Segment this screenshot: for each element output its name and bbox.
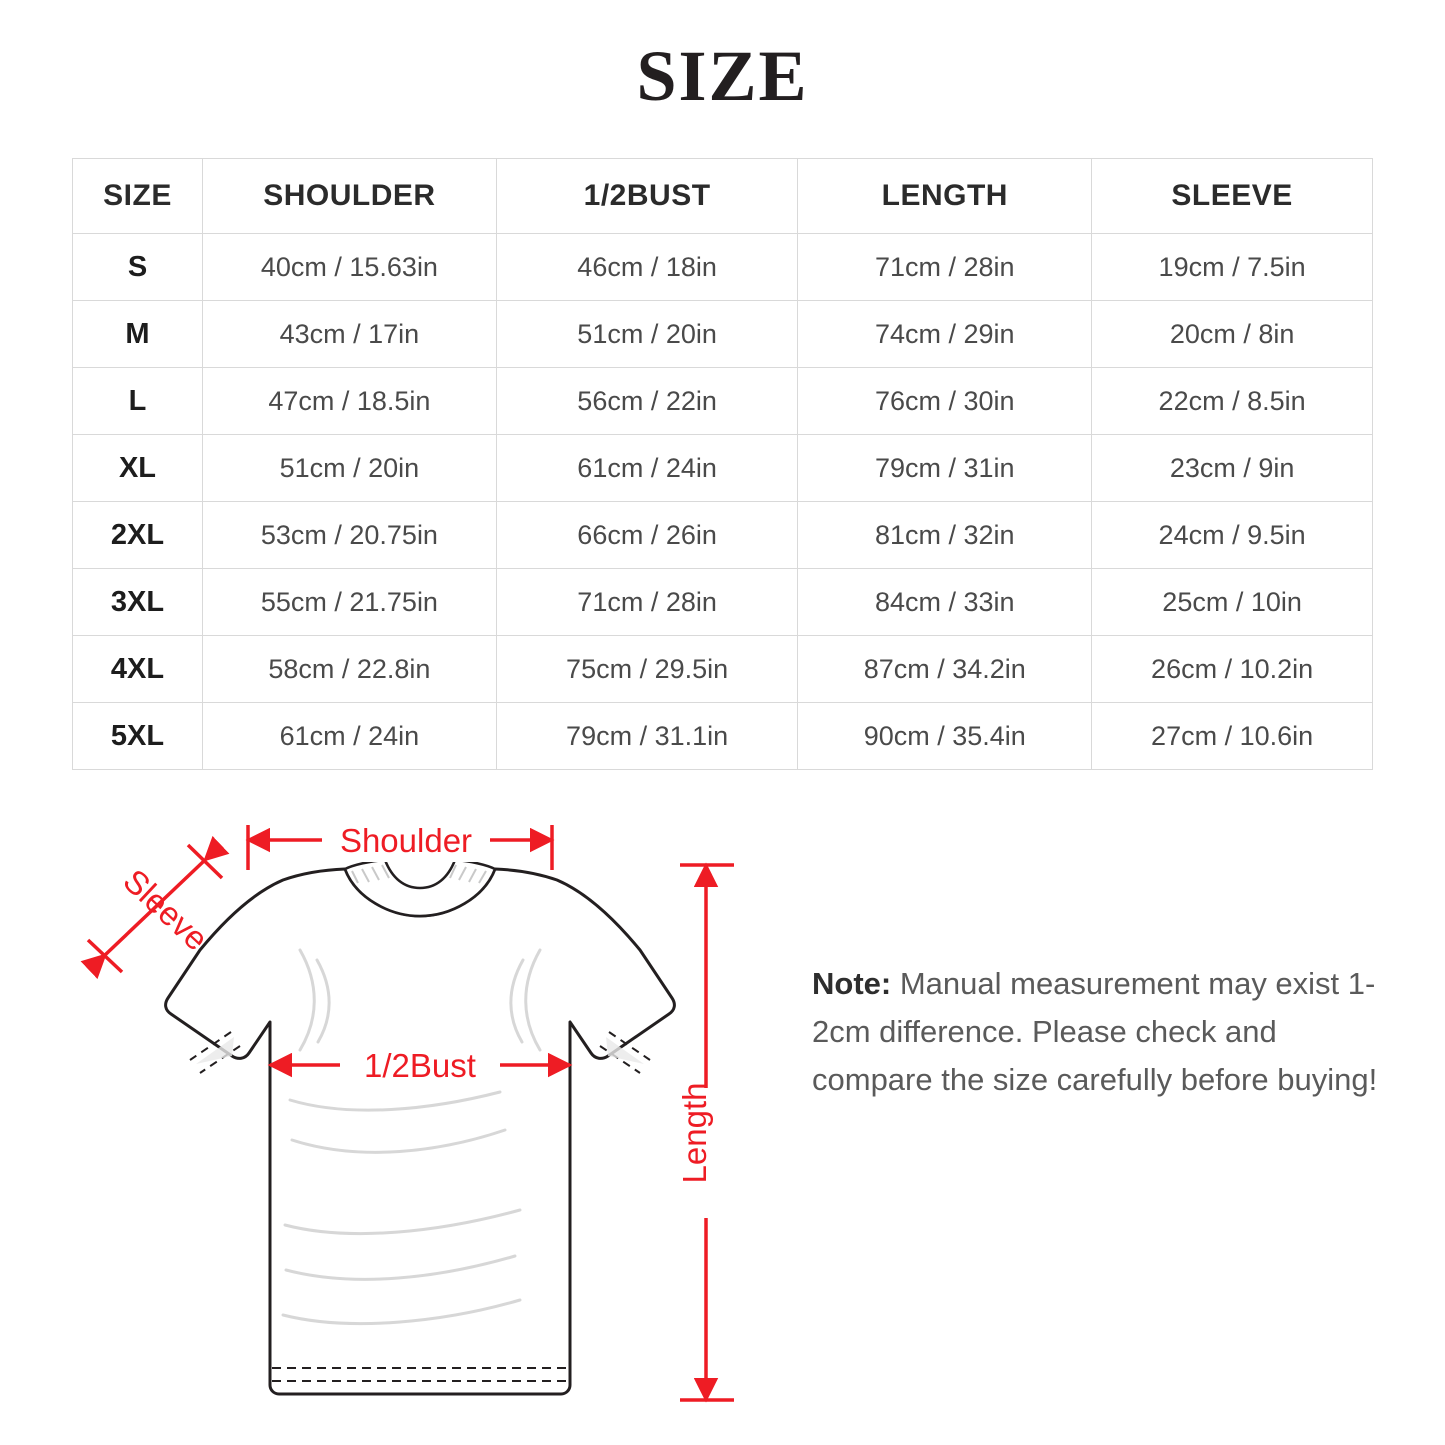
cell-length: 76cm / 30in — [798, 368, 1092, 435]
cell-length: 79cm / 31in — [798, 435, 1092, 502]
length-label: Length — [676, 1082, 713, 1184]
cell-sleeve: 20cm / 8in — [1092, 301, 1373, 368]
size-chart-table — [72, 158, 1373, 770]
cell-size: M — [73, 301, 203, 368]
cell-length: 90cm / 35.4in — [798, 703, 1092, 770]
table-row — [73, 636, 1373, 703]
shoulder-label: Shoulder — [339, 822, 473, 859]
table-row — [73, 502, 1373, 569]
column-header-length: LENGTH — [798, 159, 1092, 234]
table-row — [73, 569, 1373, 636]
cell-shoulder: 47cm / 18.5in — [203, 368, 497, 435]
bust-label: 1/2Bust — [364, 1047, 476, 1084]
cell-shoulder: 53cm / 20.75in — [203, 502, 497, 569]
cell-shoulder: 43cm / 17in — [203, 301, 497, 368]
cell-size: 5XL — [73, 703, 203, 770]
cell-sleeve: 26cm / 10.2in — [1092, 636, 1373, 703]
table-row — [73, 368, 1373, 435]
cell-bust: 71cm / 28in — [496, 569, 798, 636]
table-row — [73, 703, 1373, 770]
tshirt-diagram-svg — [0, 770, 800, 1430]
measurement-diagram — [0, 770, 800, 1430]
table-row — [73, 234, 1373, 301]
cell-shoulder: 58cm / 22.8in — [203, 636, 497, 703]
cell-size: 4XL — [73, 636, 203, 703]
shoulder-measure-arrow — [248, 818, 552, 870]
cell-sleeve: 25cm / 10in — [1092, 569, 1373, 636]
cell-bust: 79cm / 31.1in — [496, 703, 798, 770]
sleeve-label: Sleeve — [116, 861, 216, 958]
cell-length: 71cm / 28in — [798, 234, 1092, 301]
column-header-sleeve: SLEEVE — [1092, 159, 1373, 234]
cell-size: 3XL — [73, 569, 203, 636]
cell-size: L — [73, 368, 203, 435]
table-row — [73, 301, 1373, 368]
cell-bust: 75cm / 29.5in — [496, 636, 798, 703]
column-header-size: SIZE — [73, 159, 203, 234]
column-header-shoulder: SHOULDER — [203, 159, 497, 234]
table-header-row — [73, 159, 1373, 234]
cell-sleeve: 19cm / 7.5in — [1092, 234, 1373, 301]
cell-shoulder: 40cm / 15.63in — [203, 234, 497, 301]
column-header-bust: 1/2BUST — [496, 159, 798, 234]
length-measure-arrow — [676, 865, 734, 1400]
cell-bust: 56cm / 22in — [496, 368, 798, 435]
cell-shoulder: 55cm / 21.75in — [203, 569, 497, 636]
cell-bust: 61cm / 24in — [496, 435, 798, 502]
cell-sleeve: 23cm / 9in — [1092, 435, 1373, 502]
cell-sleeve: 24cm / 9.5in — [1092, 502, 1373, 569]
note-text: Manual measurement may exist 1-2cm difference. Please check and compare the size carefully before buying! — [812, 966, 1378, 1098]
cell-bust: 51cm / 20in — [496, 301, 798, 368]
cell-length: 74cm / 29in — [798, 301, 1092, 368]
page-title: SIZE — [636, 36, 809, 116]
cell-size: S — [73, 234, 203, 301]
cell-size: XL — [73, 435, 203, 502]
cell-bust: 66cm / 26in — [496, 502, 798, 569]
cell-size: 2XL — [73, 502, 203, 569]
table-row — [73, 435, 1373, 502]
cell-shoulder: 51cm / 20in — [203, 435, 497, 502]
cell-length: 84cm / 33in — [798, 569, 1092, 636]
note-prefix: Note: — [812, 966, 892, 1001]
cell-length: 81cm / 32in — [798, 502, 1092, 569]
cell-sleeve: 22cm / 8.5in — [1092, 368, 1373, 435]
cell-sleeve: 27cm / 10.6in — [1092, 703, 1373, 770]
cell-bust: 46cm / 18in — [496, 234, 798, 301]
tshirt-illustration — [166, 860, 675, 1394]
measurement-note — [812, 960, 1392, 1104]
cell-length: 87cm / 34.2in — [798, 636, 1092, 703]
size-chart-container — [72, 158, 1373, 770]
cell-shoulder: 61cm / 24in — [203, 703, 497, 770]
